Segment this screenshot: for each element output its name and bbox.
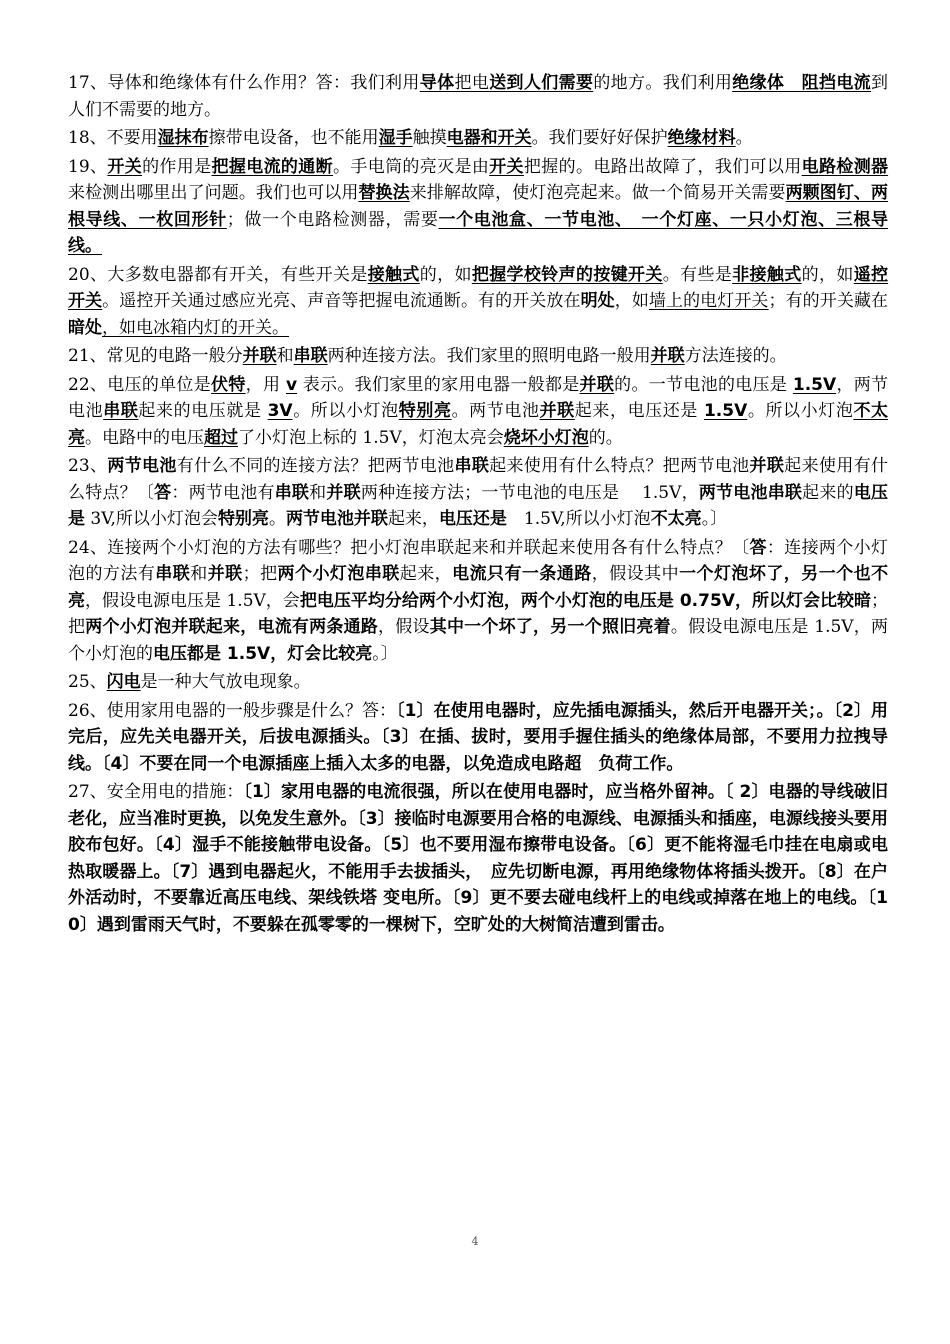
text-run: 方法连接的。 [684,346,787,366]
text-run: 来检测出哪里出了问题。我们也可以用 [68,183,359,203]
text-run: ；把 [68,590,889,637]
emphasized-text: 电压都是 1.5V，灯会比较亮 [153,643,373,664]
text-run: 起来，电压还是 [574,401,704,421]
text-run: 27、安全用电的措施： [68,782,244,802]
text-run: 21、常见的电路一般分 [68,346,243,366]
text-run: 。〕 [372,643,398,664]
emphasized-text: 答 [154,482,172,503]
text-run: 。电路中的电压 [85,427,204,448]
text-run: 20、大多数电器都有开关，有些开关是 [68,264,368,285]
emphasized-text: 答 [749,537,767,558]
emphasized-text: 把电压平均分给两个小灯泡，两个小灯泡的电压是 0.75V，所以灯会比较暗 [299,590,872,611]
question-paragraph-q22 [68,372,888,452]
emphasized-text: 墙上的电灯开关 [648,291,769,311]
emphasized-text: 绝缘材料 [667,128,736,148]
text-run: 起来使用有什么特点？把两节电池 [489,456,750,476]
emphasized-text: 导体 [419,73,455,93]
emphasized-text: 并联 [539,401,575,421]
text-run: 把握的。电路出故障了，我们可以用 [523,156,802,177]
question-paragraph-q20 [68,262,888,342]
text-run: 。有些是 [662,264,733,285]
text-run: 25、 [68,672,107,692]
emphasized-text: 伏特 [211,374,246,395]
emphasized-text: 1.5V [792,374,837,395]
emphasized-text: 送到人们需要 [489,73,594,93]
text-run: 起来的 [802,482,854,503]
emphasized-text: 并联 [326,482,361,503]
text-run: 。两节电池 [451,401,540,421]
emphasized-text: v [285,374,298,395]
emphasized-text: 湿手 [378,128,413,148]
text-run: 24、连接两个小灯泡的方法有哪些？把小灯泡串联起来和并联起来使用各有什么特点？〔 [68,537,750,558]
emphasized-text: 3V [267,401,293,421]
text-run: 的地方。我们利用 [593,73,733,93]
emphasized-text: 把握电流的通断 [211,156,333,177]
emphasized-text: 并联 [207,564,243,584]
text-run: 19、 [68,156,108,177]
text-run: 18、不要用 [68,128,158,148]
text-run: 和 [190,564,208,584]
text-run: 两种连接方法。我们家里的照明电路一般用 [327,346,651,366]
emphasized-text: 其中一个坏了，另一个照旧亮着 [429,617,671,637]
question-paragraph-q19 [68,154,888,260]
page-number: 4 [471,1235,479,1248]
text-run: 到人们不需要的地方。 [68,73,889,120]
emphasized-text: 明处 [580,291,615,311]
emphasized-text: 不太亮 [68,401,889,448]
text-run: 表示。我们家里的家用电器一般都是 [297,374,580,395]
text-run: 。遥控开关通过感应光亮、声音等把握电流通断。有的开关放在 [102,291,581,311]
emphasized-text: 并联 [749,456,785,476]
emphasized-text: 替换法 [358,183,410,203]
emphasized-text: 〔1〕家用电器的电流很强，所以在使用电器时，应当格外留神。〔 2〕电器的导线破旧老化，应当准时更换，以免发生意外。〔3〕接临时电源要用合格的电源线、电源插头和插座，电源线接头要用胶布包好。〔4〕湿手不能接触带电设备。〔5〕也不要用湿布擦带电设备。〔6〕更不能将湿毛巾挂在电扇或电热取暖器上。〔7〕遇到电器起火，不能用手去拔插头， 应先切断电源，再用绝缘物体将插头拨开。〔8〕在户外活动时，不要靠近高压电线、架线铁塔 变电所。〔9〕更不要去碰电线杆上的电线或掉落在地上的电线。〔10〕遇到雷雨天气时，不要躲在孤零零的一棵树下，空旷处的大树简洁遭到雷击。 [68,782,888,935]
question-paragraph-q27 [68,779,888,938]
question-paragraph-q24 [68,535,888,668]
emphasized-text: 两个小灯泡并联起来，电流有两条通路 [85,617,379,637]
question-paragraph-q18 [68,125,888,152]
emphasized-text: 两个小灯泡串联 [277,564,400,584]
text-run: ；把 [242,564,278,584]
question-paragraph-q21 [68,343,888,370]
emphasized-text: 一个电池盒、一节电池、 一个灯座、一只小灯泡、三根导线。 [68,209,889,256]
text-run: 的。 [588,427,623,448]
emphasized-text: 把握学校铃声的按键开关 [471,264,663,285]
text-run: 。 [735,128,753,148]
emphasized-text: 不太亮 [650,509,702,529]
emphasized-text: 把电 [454,73,490,93]
text-run: ；有的开关藏在 [768,291,889,311]
emphasized-text: 串联 [103,401,139,421]
emphasized-text: 1.5V [703,401,748,421]
text-run: 和 [276,346,294,366]
text-run: 1.5V,所以小灯泡 [506,509,651,529]
text-run: ，假设电源电压是 1.5V，会 [85,590,300,611]
emphasized-text: 特别亮 [217,509,269,529]
text-run: 的作用是 [142,156,212,177]
emphasized-text: 电路检测器 [801,156,889,177]
text-run: 有什么不同的连接方法？把两节电池 [176,456,455,476]
text-run: 起来， [387,509,439,529]
emphasized-text: 串联 [155,564,191,584]
emphasized-text: 电器和开关 [446,128,532,148]
question-paragraph-q23 [68,453,888,533]
text-run: 。〕 [701,509,728,529]
text-run: 和 [309,482,327,503]
emphasized-text: 超过 [204,427,238,448]
text-run: 的，如 [801,264,854,285]
emphasized-text: 特别亮 [398,401,452,421]
emphasized-text: 两节电池并联 [285,509,388,529]
text-run: 是一种大气放电现象。 [140,672,311,692]
question-paragraph-q25 [68,669,888,696]
text-run: 两种连接方法；一节电池的电压是 1.5V， [360,482,699,503]
text-run: 。所以小灯泡 [747,401,854,421]
text-run: 。我们要好好保护 [531,128,668,148]
text-run: 。 [268,509,286,529]
emphasized-text: 开关 [489,156,524,177]
emphasized-text: 并联 [579,374,615,395]
text-run: ；做一个电路检测器，需要 [226,209,439,230]
text-run: 的。一节电池的电压是 [614,374,793,395]
text-run: 擦带电设备，也不能用 [208,128,379,148]
emphasized-text: 接触式 [367,264,420,285]
emphasized-text: 一个灯泡坏了，另一个也不亮 [68,564,889,611]
emphasized-text: 两节电池 [107,456,177,476]
text-run: 。所以小灯泡 [292,401,399,421]
emphasized-text: 绝缘体 阻挡电流 [732,73,872,93]
emphasized-text: 烧坏小灯泡 [503,427,589,448]
emphasized-text: ，如电冰箱内灯的开关。 [102,317,289,338]
emphasized-text: 串联 [274,482,310,503]
emphasized-text: 闪电 [106,672,141,692]
emphasized-text: 暗处 [68,317,102,338]
text-run: ，假设其中 [591,564,680,584]
text-run: ，假设 [378,617,430,637]
emphasized-text: 非接触式 [732,264,802,285]
text-run: 。假设电源电压是 1.5V，两个小灯泡的 [68,617,889,664]
emphasized-text: 串联 [293,346,328,366]
text-run: ，用 [245,374,286,395]
question-paragraph-q17 [68,70,888,123]
text-run: 23、 [68,456,108,476]
text-run: 17、导体和绝缘体有什么作用？答：我们利用 [68,73,420,93]
emphasized-text: 开关 [107,156,143,177]
text-run: 22、电压的单位是 [68,374,212,395]
text-run: ，两节电池 [68,374,889,421]
text-run: 3V,所以小灯泡会 [85,509,218,529]
text-run: 。手电筒的亮灭是由 [333,156,490,177]
text-run: 触摸 [412,128,447,148]
emphasized-text: 〔1〕在使用电器时，应先插电源插头，然后开电器开关；。〔2〕用完后，应先关电器开关，后拔电源插头。〔3〕在插、拔时，要用手握住插头的绝缘体局部，不要用力拉拽导线。〔4〕不要在同一个电源插座上插入太多的电器，以免造成电路超 负荷工作。 [68,700,889,774]
emphasized-text: 遥控开关 [68,264,889,311]
text-run: 了小灯泡上标的 1.5V，灯泡太亮会 [238,427,504,448]
emphasized-text: 电流只有一条通路 [452,564,592,584]
emphasized-text: 电压还是 [438,509,507,529]
text-run: 起来使用有什么特点？〔 [68,456,889,503]
emphasized-text: 两节电池串联 [698,482,803,503]
emphasized-text: 并联 [242,346,277,366]
text-run: ：两节电池有 [171,482,275,503]
text-run: 的，如 [419,264,472,285]
question-paragraph-q26 [68,698,888,778]
emphasized-text: 电压是 [68,482,889,529]
text-run: 起来， [399,564,453,584]
emphasized-text: 串联 [454,456,490,476]
text-run: 来排解故障，使灯泡亮起来。做一个简易开关需要 [409,183,786,203]
emphasized-text: 湿抹布 [157,128,209,148]
emphasized-text: 两颗图钉、两根导线、一枚回形针 [68,183,889,230]
text-run: 起来的电压就是 [138,401,268,421]
text-run: ：连接两个小灯泡的方法有 [68,537,888,584]
emphasized-text: 并联 [650,346,685,366]
text-run: 26、使用家用电器的一般步骤是什么？答： [68,700,397,721]
document-body [68,70,888,940]
text-run: ，如 [614,291,649,311]
